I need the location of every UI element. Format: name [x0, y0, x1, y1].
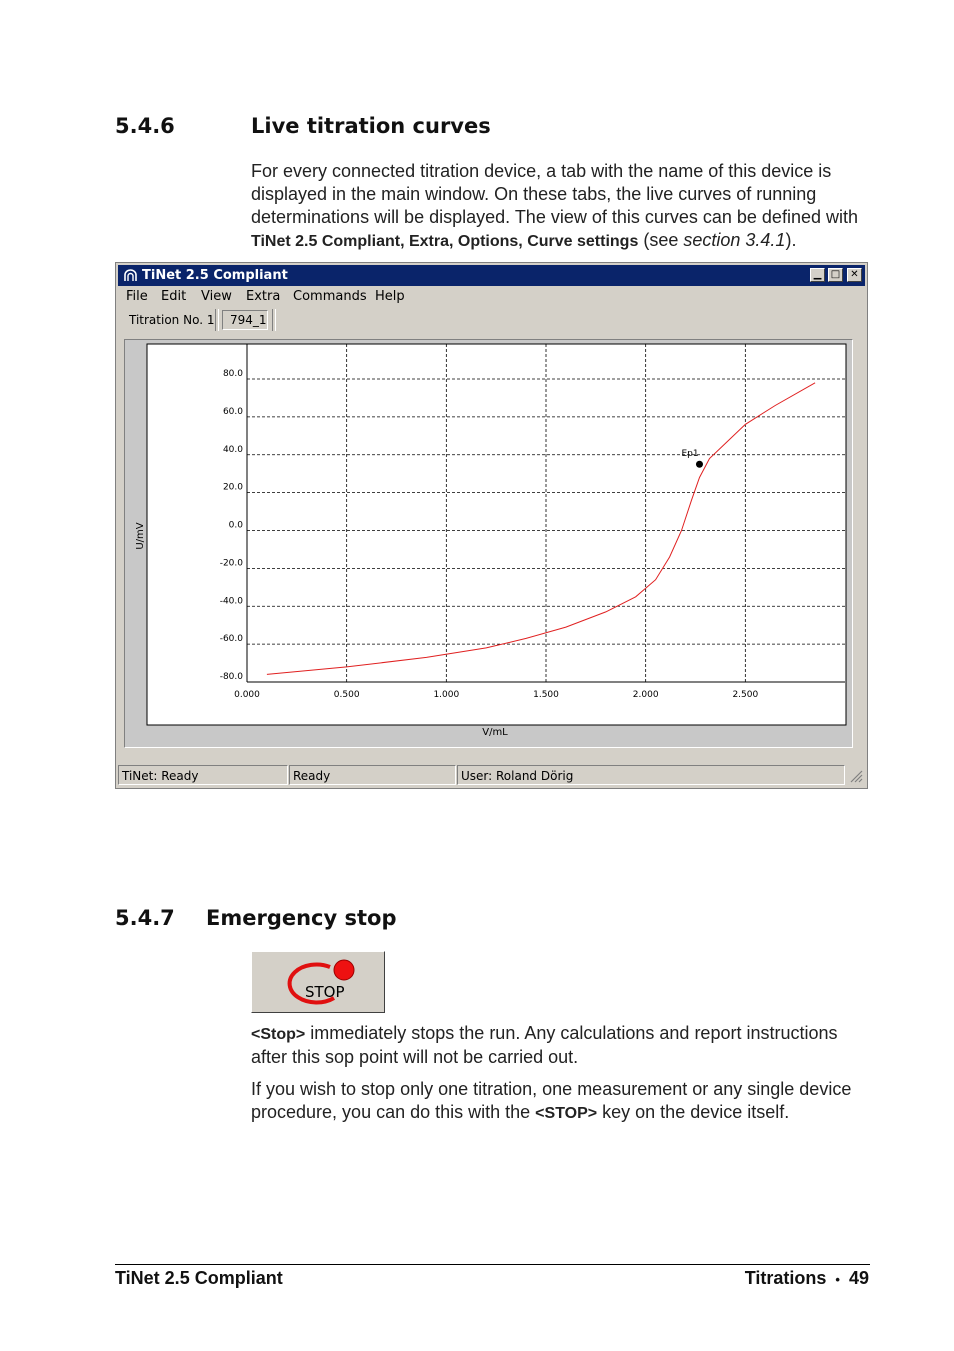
titration-number-label: Titration No. 1 [129, 313, 215, 327]
stop-icon [252, 952, 384, 1012]
stop-text-2-end: key on the device itself. [597, 1102, 790, 1122]
y-tick-label: 60.0 [222, 406, 243, 417]
x-tick-label: 1.000 [433, 690, 460, 700]
endpoint-label: Ep1 [681, 449, 699, 460]
device-stop-key: <STOP> [535, 1105, 598, 1122]
menu-edit[interactable]: Edit [161, 289, 187, 304]
close-icon: ✕ [850, 269, 859, 280]
status-bar [118, 765, 865, 785]
y-tick-label: 40.0 [222, 444, 243, 455]
status-tinet: TiNet: Ready [118, 765, 288, 785]
plot-frame [124, 339, 853, 748]
y-tick-label: -40.0 [219, 596, 243, 607]
maximize-button[interactable] [828, 268, 843, 282]
resize-grip-icon[interactable] [849, 769, 863, 783]
y-axis-label: U/mV [135, 522, 146, 550]
footer-rule [115, 1264, 870, 1265]
minimize-icon: ▁ [813, 269, 822, 280]
status-user: User: Roland Dörig [457, 765, 845, 785]
stop-button[interactable] [251, 951, 385, 1013]
footer-bullet: • [835, 1272, 840, 1287]
stop-paragraph-2 [251, 1078, 861, 1125]
tab-device-label: 794_1 [230, 313, 267, 327]
stop-text-2: If you wish to stop only one titration, one measurement or any single device procedure, you can do this with the [251, 1079, 852, 1122]
intro-text: For every connected titration device, a tab with the name of this device is displayed in the main window. On these tabs, the live curves of running determinations will be displayed. The view of this curves can be defined with [251, 161, 858, 227]
intro-paragraph [251, 160, 861, 253]
tab-device-794[interactable] [222, 310, 268, 330]
section-reference: section 3.4.1 [683, 230, 786, 250]
section-number: 5.4.6 [115, 114, 175, 138]
y-tick-label: -80.0 [219, 672, 243, 682]
titration-chart [125, 340, 852, 747]
app-logo-icon [123, 269, 138, 282]
y-tick-label: 80.0 [222, 369, 243, 379]
plot-area [147, 344, 846, 725]
footer-section: Titrations [744, 1268, 827, 1288]
menu-extra[interactable]: Extra [246, 289, 281, 304]
x-tick-label: 1.500 [533, 690, 559, 700]
window-title: TiNet 2.5 Compliant [142, 268, 288, 283]
y-tick-label: -60.0 [219, 634, 243, 645]
section-title-2: Emergency stop [206, 906, 397, 930]
minimize-button[interactable] [810, 268, 825, 282]
y-tick-label: 20.0 [222, 482, 243, 493]
x-tick-label: 0.500 [333, 690, 360, 700]
stop-paragraph-1 [251, 1022, 861, 1069]
maximize-icon: □ [830, 269, 841, 280]
tab-separator [215, 309, 219, 331]
y-tick-label: 0.0 [228, 520, 243, 531]
stop-key: <Stop> [251, 1026, 306, 1043]
close-button[interactable] [847, 268, 862, 282]
stop-text-1: immediately stops the run. Any calculations and report instructions after this sop point will not be carried out. [251, 1023, 838, 1067]
menu-help[interactable]: Help [375, 289, 405, 304]
section-title: Live titration curves [251, 114, 491, 138]
page-number: 49 [848, 1268, 869, 1288]
menu-file[interactable]: File [126, 289, 148, 304]
x-tick-label: 2.500 [732, 690, 759, 700]
x-axis-label: V/mL [482, 727, 508, 738]
app-window [115, 262, 868, 789]
footer-left: TiNet 2.5 Compliant [115, 1268, 283, 1288]
section-number-2: 5.4.7 [115, 906, 175, 930]
title-bar [118, 265, 865, 286]
intro-text-see: (see [638, 230, 684, 250]
menu-commands[interactable]: Commands [293, 289, 367, 304]
x-tick-label: 0.000 [234, 690, 260, 700]
intro-text-end: ). [785, 230, 797, 250]
menu-path: TiNet 2.5 Compliant, Extra, Options, Curve settings [251, 233, 639, 250]
status-ready: Ready [289, 765, 456, 785]
footer-right [745, 1268, 869, 1289]
stop-button-label: STOP [305, 983, 345, 1001]
tab-separator-end [272, 309, 276, 331]
x-tick-label: 2.000 [632, 690, 659, 700]
menu-view[interactable]: View [201, 289, 232, 304]
y-tick-label: -20.0 [219, 558, 243, 569]
endpoint-marker [696, 461, 703, 468]
